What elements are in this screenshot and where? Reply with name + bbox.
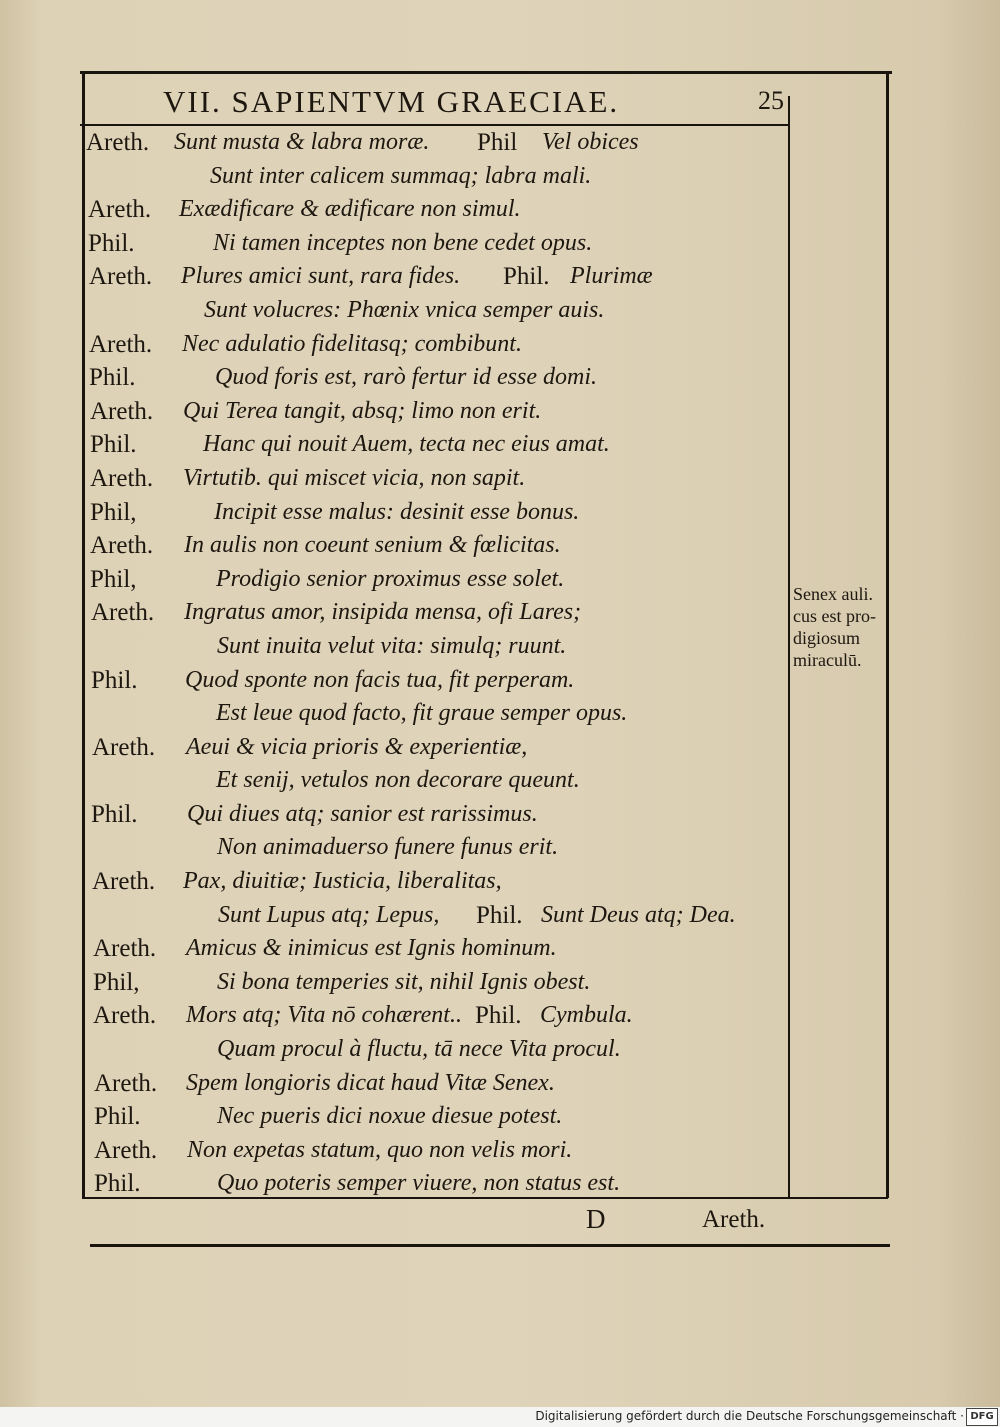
left-frame-rule	[82, 71, 85, 1199]
verse-text: Quam procul à fluctu, tā nece Vita procul.	[217, 1036, 621, 1063]
dialogue-line	[86, 263, 786, 297]
verse-text: Sunt inter calicem summaq; labra mali.	[210, 162, 592, 189]
verse-text: Plures amici sunt, rara fides.	[181, 263, 461, 290]
verse-text-inline: Vel obices	[542, 129, 639, 155]
margin-note-line: digiosum	[793, 628, 861, 648]
speaker-label: Areth.	[93, 935, 157, 963]
dialogue-line	[86, 465, 786, 499]
column-divider-rule	[788, 96, 790, 1198]
dialogue-line	[86, 700, 786, 734]
verse-text: Quo poteris semper viuere, non status est.	[217, 1170, 621, 1197]
speaker-label: Phil.	[89, 364, 136, 392]
footer-rule	[90, 1244, 890, 1247]
dialogue-line	[86, 834, 786, 868]
header-rule	[80, 124, 790, 126]
speaker-label: Phil.	[94, 1103, 141, 1131]
verse-text: Pax, diuitiæ; Iusticia, liberalitas,	[183, 868, 502, 895]
verse-text: Sunt musta & labra moræ.	[174, 129, 430, 155]
dialogue-line	[86, 767, 786, 801]
page-header	[80, 84, 790, 124]
speaker-label: Areth.	[92, 868, 156, 896]
verse-text-inline: Sunt Deus atq; Dea.	[541, 901, 736, 928]
dialogue-line	[86, 230, 786, 264]
speaker-label: Areth.	[89, 330, 153, 358]
verse-text: Ni tamen inceptes non bene cedet opus.	[213, 229, 593, 256]
dialogue-line	[86, 734, 786, 768]
margin-note	[793, 583, 905, 671]
dialogue-line	[86, 935, 786, 969]
dialogue-line	[86, 1002, 786, 1036]
verse-text: Prodigio senior proximus esse solet.	[216, 565, 565, 592]
speaker-label: Phil,	[90, 498, 137, 526]
verse-text: Nec adulatio fidelitasq; combibunt.	[182, 330, 522, 357]
verse-text: Quod foris est, rarò fertur id esse domi.	[215, 364, 598, 391]
speaker-label: Areth.	[93, 1002, 157, 1030]
digitization-footer	[0, 1407, 1000, 1427]
top-rule	[80, 71, 892, 74]
dialogue-line	[86, 398, 786, 432]
speaker-label: Phil.	[94, 1170, 141, 1198]
dialogue-line	[86, 902, 786, 936]
dfg-logo: DFG	[966, 1408, 998, 1426]
margin-note-line: Senex auli.	[793, 584, 873, 604]
verse-text: In aulis non coeunt senium & fœlicitas.	[184, 532, 561, 559]
verse-text: Sunt inuita velut vita: simulq; ruunt.	[217, 632, 567, 659]
dialogue-line	[86, 667, 786, 701]
verse-text: Sunt Lupus atq; Lepus,	[218, 901, 440, 928]
verse-text: Si bona temperies sit, nihil Ignis obest.	[217, 968, 591, 995]
speaker-label: Phil.	[91, 800, 138, 828]
verse-text: Nec pueris dici noxue diesue potest.	[217, 1103, 563, 1130]
dialogue-line	[86, 868, 786, 902]
speaker-label: Areth.	[90, 532, 154, 560]
dialogue-line	[86, 532, 786, 566]
running-title: VII. SAPIENTVM GRAECIAE.	[163, 84, 620, 119]
dialogue-line	[86, 196, 786, 230]
verse-text: Amicus & inimicus est Ignis hominum.	[186, 935, 557, 962]
speaker-label: Phil,	[90, 565, 137, 593]
dialogue-line	[86, 1170, 786, 1204]
dialogue-line	[86, 499, 786, 533]
verse-text-inline: Plurimæ	[570, 263, 653, 290]
speaker-label: Areth.	[94, 1069, 158, 1097]
verse-text: Et senij, vetulos non decorare queunt.	[216, 767, 580, 794]
speaker-label: Areth.	[94, 1136, 158, 1164]
dialogue-line	[86, 1137, 786, 1171]
speaker-label: Areth.	[91, 599, 155, 627]
speaker-label-inline: Phil.	[475, 1002, 522, 1030]
dialogue-line	[86, 599, 786, 633]
verse-text-inline: Cymbula.	[540, 1002, 633, 1029]
signature-mark: D	[586, 1204, 606, 1234]
funding-credit: Digitalisierung gefördert durch die Deutsche Forschungsgemeinschaft ·	[535, 1409, 964, 1423]
dialogue-line	[86, 969, 786, 1003]
dialogue-line	[86, 566, 786, 600]
speaker-label: Phil.	[90, 431, 137, 459]
verse-text: Non expetas statum, quo non velis mori.	[187, 1136, 573, 1163]
speaker-label: Areth.	[89, 263, 153, 291]
dialogue-line	[86, 1036, 786, 1070]
verse-text: Hanc qui nouit Auem, tecta nec eius amat.	[203, 431, 610, 458]
speaker-label: Areth.	[86, 129, 150, 156]
speaker-label: Areth.	[90, 397, 154, 425]
margin-note-line: miraculū.	[793, 650, 862, 670]
dialogue-text	[86, 129, 786, 1204]
speaker-label: Phil,	[93, 968, 140, 996]
speaker-label: Phil.	[88, 229, 135, 257]
dialogue-line	[86, 633, 786, 667]
verse-text: Sunt volucres: Phœnix vnica semper auis.	[204, 296, 605, 323]
speaker-label-inline: Phil.	[503, 263, 550, 291]
speaker-label: Areth.	[88, 196, 152, 224]
margin-note-line: cus est pro-	[793, 606, 876, 626]
catchword: Areth.	[702, 1206, 766, 1233]
dialogue-line	[86, 1070, 786, 1104]
speaker-label-inline: Phil	[477, 129, 518, 156]
speaker-label-inline: Phil.	[476, 901, 523, 929]
speaker-label: Phil.	[91, 666, 138, 694]
speaker-label: Areth.	[90, 464, 154, 492]
speaker-label: Areth.	[92, 733, 156, 761]
dialogue-line	[86, 801, 786, 835]
verse-text: Non animaduerso funere funus erit.	[217, 834, 559, 861]
dialogue-line	[86, 331, 786, 365]
page-number: 25	[758, 86, 784, 115]
verse-text: Ingratus amor, insipida mensa, ofi Lares;	[184, 599, 582, 626]
verse-text: Mors atq; Vita nō cohærent..	[186, 1002, 462, 1029]
verse-text: Qui Terea tangit, absq; limo non erit.	[183, 397, 542, 424]
dialogue-line	[86, 1103, 786, 1137]
verse-text: Spem longioris dicat haud Vitæ Senex.	[186, 1069, 555, 1096]
verse-text: Incipit esse malus: desinit esse bonus.	[214, 498, 580, 525]
verse-text: Virtutib. qui miscet vicia, non sapit.	[183, 464, 526, 491]
verse-text: Exædificare & ædificare non simul.	[179, 196, 521, 223]
dialogue-line	[86, 297, 786, 331]
verse-text: Est leue quod facto, fit graue semper opus.	[216, 700, 628, 727]
verse-text: Quod sponte non facis tua, fit perperam.	[185, 666, 575, 693]
verse-text: Aeui & vicia prioris & experientiæ,	[186, 733, 528, 760]
dialogue-line	[86, 364, 786, 398]
dialogue-line	[86, 129, 786, 163]
dialogue-line	[86, 163, 786, 197]
dialogue-line	[86, 431, 786, 465]
verse-text: Qui diues atq; sanior est rarissimus.	[187, 800, 538, 827]
